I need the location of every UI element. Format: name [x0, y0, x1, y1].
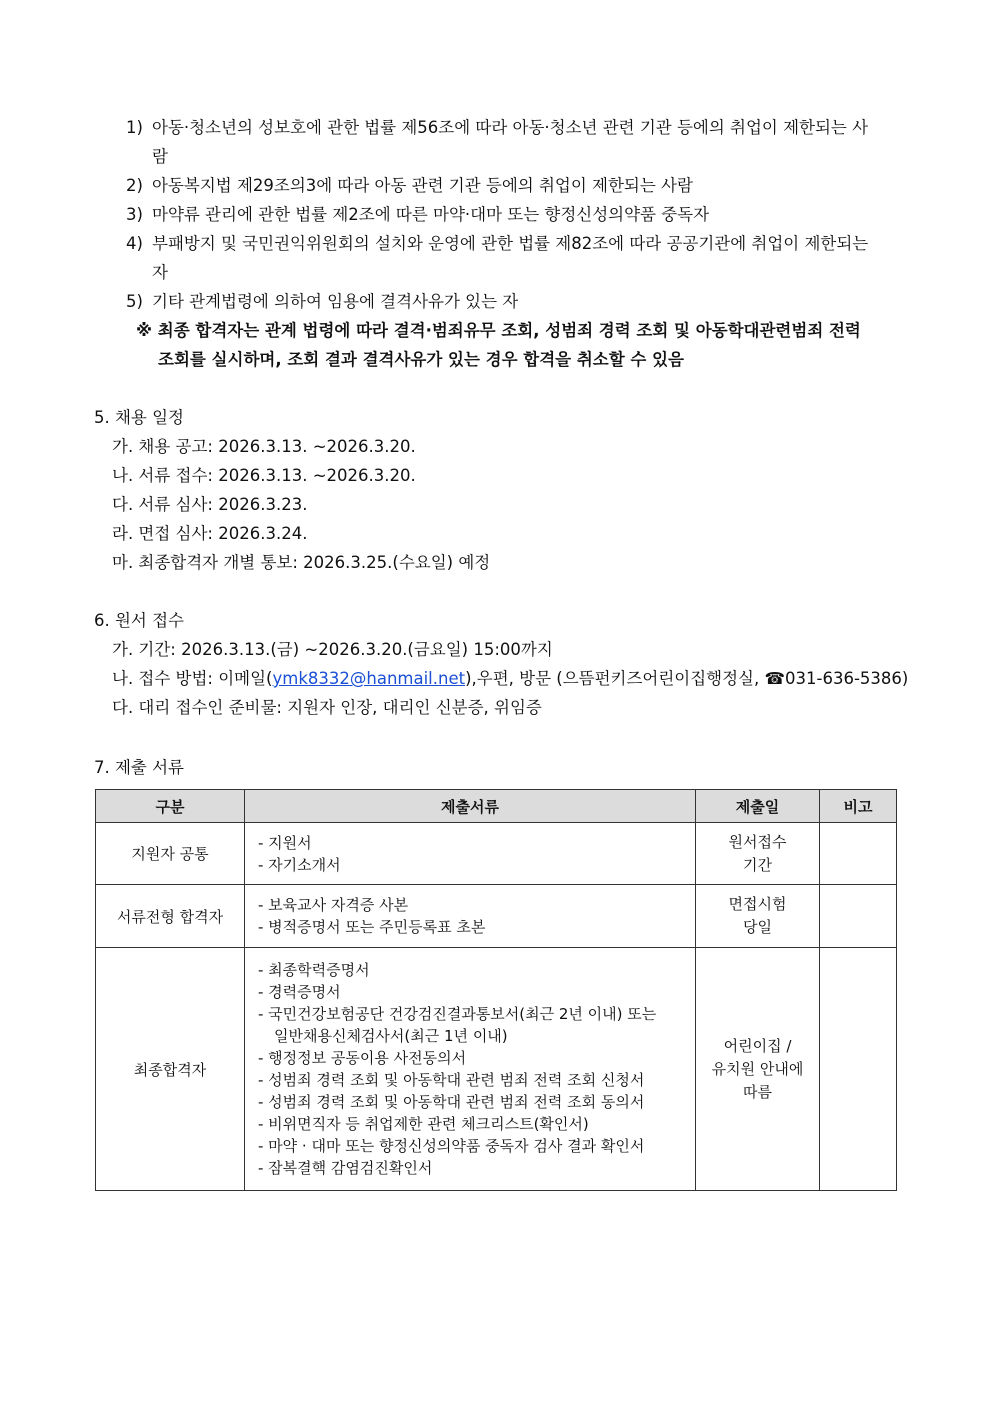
schedule-heading: 5. 채용 일정	[94, 408, 184, 427]
row-category: 최종합격자	[96, 948, 245, 1191]
doc-item: 일반채용신체검사서(최근 1년 이내)	[274, 1027, 508, 1045]
item-text: 마약류 관리에 관한 법률 제2조에 따른 마약·대마 또는 향정신성의약품 중독자	[152, 205, 710, 224]
item-number: 1)	[126, 118, 143, 137]
date-line: 원서접수	[728, 832, 787, 851]
doc-item: - 지원서	[258, 833, 312, 852]
schedule-item: 다. 서류 심사: 2026.3.23.	[112, 495, 308, 514]
item-number: 5)	[126, 292, 143, 311]
doc-item: - 보육교사 자격증 사본	[258, 896, 409, 914]
application-method	[112, 668, 908, 690]
email-link[interactable]: ymk8332@hanmail.net	[272, 669, 466, 688]
date-line: 면접시험	[728, 895, 787, 913]
row-note	[820, 823, 897, 885]
documents-table	[95, 789, 897, 1191]
row-docs	[245, 948, 696, 1191]
verification-note: ※ 최종 합격자는 관계 법령에 따라 결격·범죄유무 조회, 성범죄 경력 조회 및 아동학대관련범죄 전력	[136, 321, 861, 340]
header-date: 제출일	[696, 790, 820, 823]
row-date	[696, 885, 820, 948]
item-text: 부패방지 및 국민권익위원회의 설치와 운영에 관한 법률 제82조에 따라 공공기관에 취업이 제한되는	[152, 234, 869, 253]
row-docs	[245, 885, 696, 948]
disqualification-item-2	[126, 175, 896, 197]
date-line: 유치원 안내에	[711, 1059, 804, 1078]
doc-item: - 병적증명서 또는 주민등록표 초본	[258, 918, 486, 936]
disqualification-item-4-cont: 자	[152, 263, 168, 282]
schedule-item: 마. 최종합격자 개별 통보: 2026.3.25.(수요일) 예정	[112, 553, 491, 572]
date-line: 당일	[743, 918, 772, 936]
application-proxy: 다. 대리 접수인 준비물: 지원자 인장, 대리인 신분증, 위임증	[112, 698, 542, 717]
header-docs: 제출서류	[245, 790, 696, 823]
doc-item: - 비위면직자 등 취업제한 관련 체크리스트(확인서)	[258, 1115, 589, 1133]
schedule-item: 가. 채용 공고: 2026.3.13. ~2026.3.20.	[112, 437, 416, 456]
row-note	[820, 885, 897, 948]
table-row	[96, 948, 897, 1191]
schedule-item: 나. 서류 접수: 2026.3.13. ~2026.3.20.	[112, 466, 416, 485]
documents-heading: 7. 제출 서류	[94, 758, 184, 777]
item-text: 기타 관계법령에 의하여 임용에 결격사유가 있는 자	[152, 292, 519, 311]
application-period: 가. 기간: 2026.3.13.(금) ~2026.3.20.(금요일) 15:00까지	[112, 640, 553, 659]
date-line: 어린이집 /	[723, 1036, 792, 1055]
doc-item: - 마약 · 대마 또는 향정신성의약품 중독자 검사 결과 확인서	[258, 1137, 645, 1155]
header-category: 구분	[96, 790, 245, 823]
item-number: 2)	[126, 176, 143, 195]
date-line: 기간	[743, 855, 772, 874]
application-method-suffix: ),우편, 방문 (으뜸펀키즈어린이집행정실, ☎031-636-5386)	[465, 669, 909, 688]
doc-item: - 자기소개서	[258, 855, 341, 874]
disqualification-item-5	[126, 291, 896, 313]
application-method-prefix: 나. 접수 방법: 이메일(	[112, 669, 273, 688]
doc-item: - 성범죄 경력 조회 및 아동학대 관련 범죄 전력 조회 동의서	[258, 1093, 645, 1111]
disqualification-item-3	[126, 204, 896, 226]
disqualification-item-4	[126, 233, 896, 255]
row-date	[696, 823, 820, 885]
doc-item: - 최종학력증명서	[258, 961, 370, 979]
doc-item: - 잠복결핵 감염검진확인서	[258, 1159, 433, 1177]
disqualification-item-1	[126, 117, 896, 139]
doc-item: - 국민건강보험공단 건강검진결과통보서(최근 2년 이내) 또는	[258, 1005, 657, 1023]
item-number: 3)	[126, 205, 143, 224]
table-header-row	[96, 790, 897, 823]
row-category: 서류전형 합격자	[96, 885, 245, 948]
item-text: 아동·청소년의 성보호에 관한 법률 제56조에 따라 아동·청소년 관련 기관 등에의 취업이 제한되는 사	[152, 118, 869, 137]
doc-item: - 성범죄 경력 조회 및 아동학대 관련 범죄 전력 조회 신청서	[258, 1071, 645, 1089]
row-note	[820, 948, 897, 1191]
row-category: 지원자 공통	[96, 823, 245, 885]
application-heading: 6. 원서 접수	[94, 611, 184, 630]
disqualification-item-1-cont: 람	[152, 147, 168, 166]
item-text: 아동복지법 제29조의3에 따라 아동 관련 기관 등에의 취업이 제한되는 사람	[152, 176, 693, 195]
item-number: 4)	[126, 234, 143, 253]
row-docs	[245, 823, 696, 885]
table-row	[96, 885, 897, 948]
header-note: 비고	[820, 790, 897, 823]
doc-item: - 경력증명서	[258, 983, 341, 1001]
row-date	[696, 948, 820, 1191]
verification-note-cont: 조회를 실시하며, 조회 결과 결격사유가 있는 경우 합격을 취소할 수 있음	[158, 350, 684, 369]
table-row	[96, 823, 897, 885]
doc-item: - 행정정보 공동이용 사전동의서	[258, 1049, 467, 1067]
schedule-item: 라. 면접 심사: 2026.3.24.	[112, 524, 308, 543]
date-line: 따름	[743, 1082, 772, 1101]
